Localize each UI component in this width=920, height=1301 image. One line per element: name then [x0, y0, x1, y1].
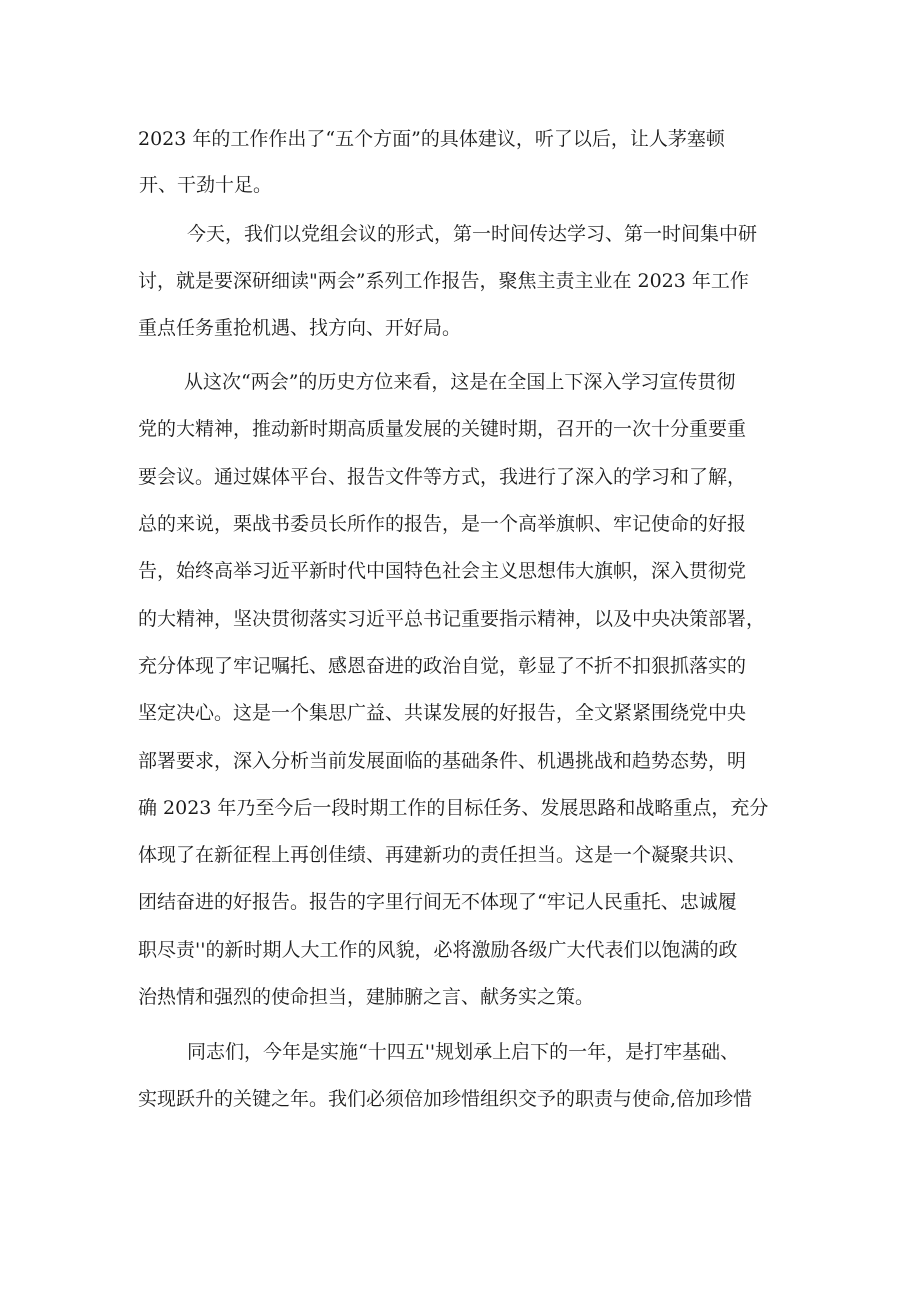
- paragraph-3-line-3: 要会议。通过媒体平台、报告文件等方式，我进行了深入的学习和了解，: [138, 466, 747, 488]
- paragraph-3-line-7: 充分体现了牢记嘱托、感恩奋进的政治自觉，彰显了不折不扣狠抓落实的: [138, 655, 747, 677]
- paragraph-3-line-12: 团结奋进的好报告。报告的字里行间无不体现了“牢记人民重托、忠诚履: [138, 891, 737, 913]
- paragraph-3-line-9: 部署要求，深入分析当前发展面临的基础条件、机遇挑战和趋势态势，明: [138, 750, 747, 772]
- paragraph-3-line-14: 治热情和强烈的使命担当，建肺腑之言、献务实之策。: [138, 986, 595, 1008]
- paragraph-2-line-3: 重点任务重抢机遇、找方向、开好局。: [138, 317, 462, 339]
- paragraph-4-line-1: 同志们，今年是实施“十四五''规划承上启下的一年，是打牢基础、: [187, 1041, 740, 1063]
- paragraph-3-line-2: 党的大精神，推动新时期高质量发展的关键时期，召开的一次十分重要重: [138, 418, 747, 440]
- paragraph-3-line-10: 确 2023 年乃至今后一段时期工作的目标任务、发展思路和战略重点，充分: [138, 797, 769, 819]
- paragraph-3-line-6: 的大精神，坚决贯彻落实习近平总书记重要指示精神，以及中央决策部署，: [138, 608, 766, 630]
- paragraph-1-line-2: 开、干劲十足。: [139, 174, 273, 196]
- paragraph-3-line-4: 总的来说，栗战书委员长所作的报告，是一个高举旗帜、牢记使命的好报: [138, 513, 747, 535]
- paragraph-4-line-2: 实现跃升的关键之年。我们必须倍加珍惜组织交予的职责与使命,倍加珍惜: [138, 1088, 753, 1110]
- paragraph-3-line-5: 告，始终高举习近平新时代中国特色社会主义思想伟大旗帜，深入贯彻党: [138, 560, 747, 582]
- paragraph-2-line-2: 讨，就是要深研细读"两会”系列工作报告，聚焦主责主业在 2023 年工作: [138, 270, 749, 292]
- paragraph-3-line-8: 坚定决心。这是一个集思广益、共谋发展的好报告，全文紧紧围绕党中央: [138, 702, 747, 724]
- paragraph-3-line-13: 职尽责''的新时期人大工作的风貌，必将激励各级广大代表们以饱满的政: [138, 939, 738, 961]
- paragraph-3-line-1: 从这次“两会”的历史方位来看，这是在全国上下深入学习宣传贯彻: [184, 371, 736, 393]
- paragraph-1-line-1: 2023 年的工作作出了“五个方面”的具体建议，听了以后，让人茅塞顿: [138, 128, 725, 150]
- paragraph-2-line-1: 今天，我们以党组会议的形式，第一时间传达学习、第一时间集中研: [187, 223, 758, 245]
- paragraph-3-line-11: 体现了在新征程上再创佳绩、再建新功的责任担当。这是一个凝聚共识、: [138, 844, 747, 866]
